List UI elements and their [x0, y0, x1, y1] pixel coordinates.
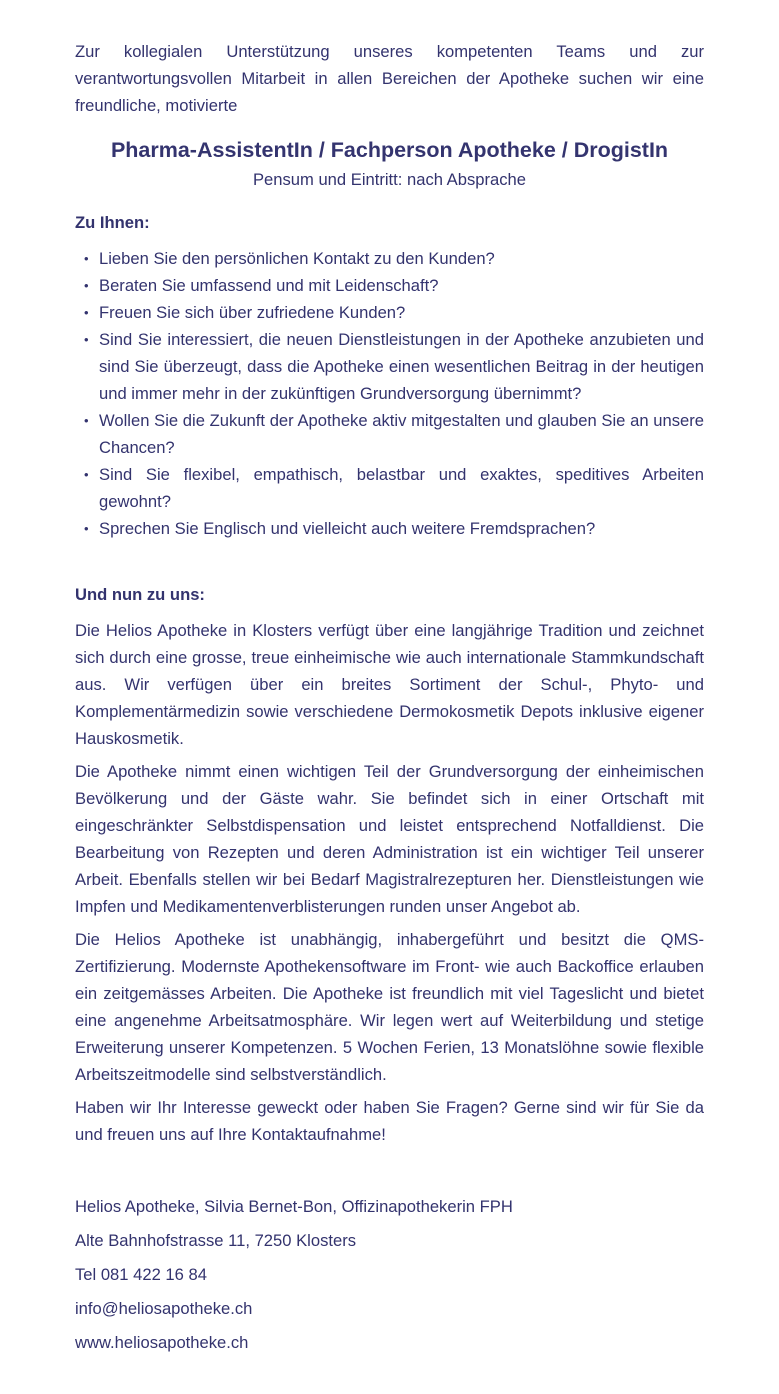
bullet-icon: •	[84, 521, 89, 536]
contact-address: Alte Bahnhofstrasse 11, 7250 Klosters	[75, 1231, 357, 1250]
contact-name: Helios Apotheke, Silvia Bernet-Bon, Offizinapothekerin FPH	[75, 1197, 513, 1216]
requirement-item	[75, 515, 704, 542]
about-paragraph-benefits: Die Helios Apotheke ist unabhängig, inhabergeführt und besitzt die QMS-Zertifizierung. Modernste Apothekensoftware im Front- wie auch Backoffice erlauben ein zeitgemässes Arbeiten. Die Apotheke ist freundlich mit viel Tageslicht und bietet eine angenehme Arbeitsatmosphäre. Wir legen wert auf Weiterbildung und stetige Erweiterung unserer Kompetenzen. 5 Wochen Ferien, 13 Monatslöhne sowie flexible Arbeitszeitmodelle sind selbstverständlich.	[75, 930, 704, 1084]
contact-email-link[interactable]: info@heliosapotheke.ch	[75, 1299, 253, 1318]
requirement-item	[75, 245, 704, 272]
contact-block	[75, 1193, 704, 1356]
contact-website-link[interactable]: www.heliosapotheke.ch	[75, 1333, 249, 1352]
job-title: Pharma-AssistentIn / Fachperson Apotheke / DrogistIn	[110, 138, 669, 162]
requirement-item	[75, 326, 704, 407]
requirement-text: Wollen Sie die Zukunft der Apotheke aktiv mitgestalten und glauben Sie an unsere Chancen?	[99, 411, 704, 457]
bullet-icon: •	[84, 332, 89, 347]
requirement-item	[75, 407, 704, 461]
requirement-item	[75, 461, 704, 515]
bullet-icon: •	[84, 305, 89, 320]
requirements-list	[75, 245, 704, 542]
zu-uns-heading: Und nun zu uns:	[75, 585, 205, 604]
bullet-icon: •	[84, 251, 89, 266]
contact-phone[interactable]: Tel 081 422 16 84	[75, 1265, 207, 1284]
requirement-text: Lieben Sie den persönlichen Kontakt zu den Kunden?	[99, 249, 495, 268]
requirement-text: Freuen Sie sich über zufriedene Kunden?	[99, 303, 406, 322]
pensum-line: Pensum und Eintritt: nach Absprache	[252, 170, 527, 189]
requirement-item	[75, 272, 704, 299]
requirement-text: Beraten Sie umfassend und mit Leidenschaft?	[99, 276, 439, 295]
requirement-text: Sind Sie flexibel, empathisch, belastbar und exaktes, speditives Arbeiten gewohnt?	[99, 465, 704, 511]
about-paragraph-tradition: Die Helios Apotheke in Klosters verfügt über eine langjährige Tradition und zeichnet sich durch eine grosse, treue einheimische wie auch internationale Stammkundschaft aus. Wir verfügen über ein breites Sortiment der Schul-, Phyto- und Komplementärmedizin sowie verschiedene Dermokosmetik Depots inklusive eigener Hauskosmetik.	[75, 621, 704, 748]
requirement-item	[75, 299, 704, 326]
bullet-icon: •	[84, 467, 89, 482]
requirement-text: Sprechen Sie Englisch und vielleicht auch weitere Fremdsprachen?	[99, 519, 596, 538]
about-paragraph-grundversorgung: Die Apotheke nimmt einen wichtigen Teil der Grundversorgung der einheimischen Bevölkerung und der Gäste wahr. Sie befindet sich in einer Ortschaft mit eingeschränkter Selbstdispensation und leistet entsprechend Notfalldienst. Die Bearbeitung von Rezepten und deren Administration ist ein wichtiger Teil unserer Arbeit. Ebenfalls stellen wir bei Bedarf Magistralrezepturen her. Dienstleistungen wie Impfen und Medikamentenverblisterungen runden unser Angebot ab.	[75, 762, 704, 916]
about-paragraph-call-to-action: Haben wir Ihr Interesse geweckt oder haben Sie Fragen? Gerne sind wir für Sie da und freuen uns auf Ihre Kontaktaufnahme!	[75, 1098, 704, 1144]
bullet-icon: •	[84, 413, 89, 428]
bullet-icon: •	[84, 278, 89, 293]
intro-paragraph: Zur kollegialen Unterstützung unseres kompetenten Teams und zur verantwortungsvollen Mitarbeit in allen Bereichen der Apotheke suchen wir eine freundliche, motivierte	[75, 42, 704, 115]
zu-ihnen-heading: Zu Ihnen:	[75, 213, 150, 232]
requirement-text: Sind Sie interessiert, die neuen Dienstleistungen in der Apotheke anzubieten und sind Sie überzeugt, dass die Apotheke einen wesentlichen Beitrag in der heutigen und immer mehr in der zukünftigen Grundversorgung übernimmt?	[99, 330, 704, 403]
